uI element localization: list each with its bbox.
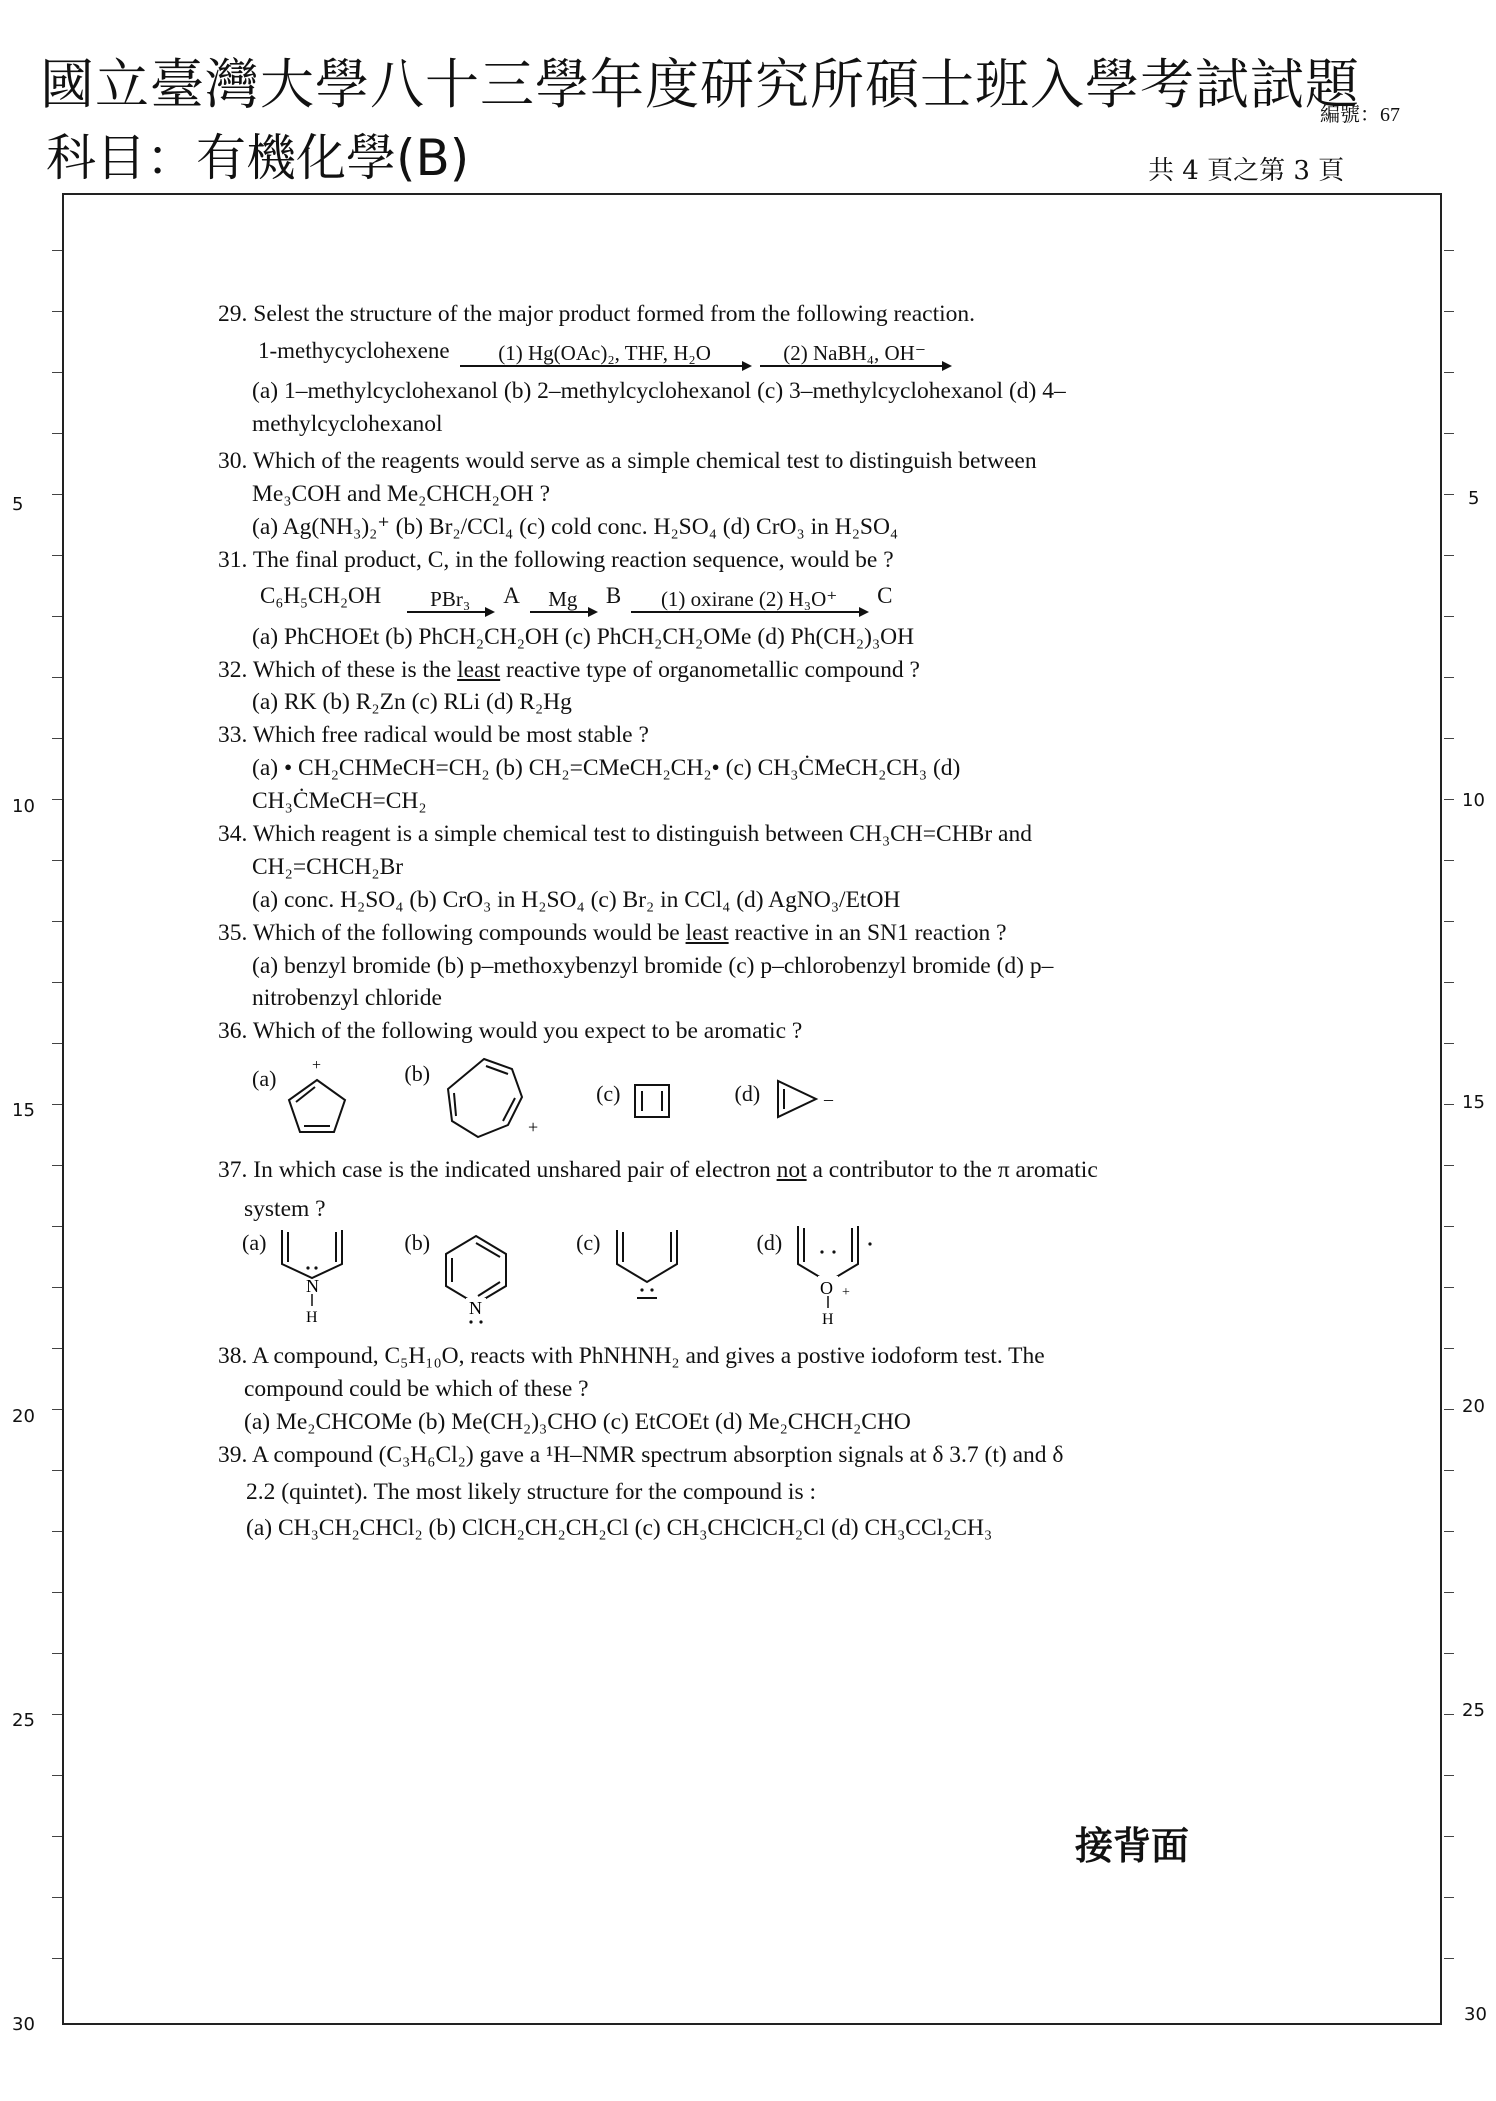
reactant: 1-methycyclohexene bbox=[258, 337, 450, 363]
exam-title: 國立臺灣大學八十三學年度研究所碩士班入學考試試題 bbox=[40, 53, 1360, 116]
margin-tick bbox=[1444, 1470, 1454, 1471]
question-text-cont: Me₃COH and Me₂CHCH₂OH ? bbox=[252, 480, 551, 507]
svg-text:+: + bbox=[528, 1117, 539, 1138]
margin-tick bbox=[52, 1409, 62, 1410]
structure-d bbox=[735, 1073, 847, 1123]
margin-tick bbox=[1444, 1043, 1454, 1044]
margin-tick bbox=[52, 1043, 62, 1044]
line-number-right-15: 15 bbox=[1462, 1092, 1485, 1113]
structure-row bbox=[218, 1222, 1238, 1326]
line-number-right-20: 20 bbox=[1462, 1396, 1485, 1417]
question-30 bbox=[218, 445, 1238, 544]
question-34 bbox=[218, 818, 1238, 917]
question-text: 31. The final product, C, in the following reaction sequence, would be ? bbox=[218, 546, 894, 573]
arrow-label: (1) oxirane (2) H₃O⁺ bbox=[660, 586, 838, 611]
margin-tick bbox=[1444, 311, 1454, 312]
margin-tick bbox=[52, 1958, 62, 1959]
text-part: 37. In which case is the indicated unshared pair of electron bbox=[218, 1157, 777, 1184]
text-part: reactive type of organometallic compound ? bbox=[500, 656, 920, 683]
product-c: C bbox=[877, 583, 893, 609]
margin-tick bbox=[52, 1104, 62, 1105]
margin-tick bbox=[1444, 372, 1454, 373]
option-label: (d) bbox=[734, 1081, 761, 1107]
reaction-arrow bbox=[460, 342, 750, 367]
margin-tick bbox=[52, 1531, 62, 1532]
pyrrole-icon bbox=[272, 1222, 352, 1326]
margin-tick bbox=[52, 616, 62, 617]
margin-tick bbox=[52, 1165, 62, 1166]
arrow-icon bbox=[631, 611, 867, 613]
margin-tick bbox=[1444, 1104, 1454, 1105]
structure-c bbox=[596, 1073, 676, 1123]
question-text: 34. Which reagent is a simple chemical test to distinguish between CH₃CH=CHBr and bbox=[218, 820, 1032, 847]
page-indicator: 共 4 頁之第 3 頁 bbox=[1148, 156, 1345, 186]
margin-tick bbox=[52, 1592, 62, 1593]
margin-tick bbox=[1444, 1592, 1454, 1593]
question-31 bbox=[218, 544, 1238, 654]
svg-text:+: + bbox=[842, 1284, 851, 1300]
pyrylium-like-icon bbox=[788, 1222, 878, 1326]
line-number-left-25: 25 bbox=[12, 1710, 35, 1731]
margin-tick bbox=[52, 921, 62, 922]
margin-tick bbox=[52, 982, 62, 983]
margin-tick bbox=[52, 1470, 62, 1471]
structure-c bbox=[576, 1222, 686, 1326]
margin-tick bbox=[1444, 1958, 1454, 1959]
line-number-left-10: 10 bbox=[12, 796, 35, 817]
svg-text:N: N bbox=[306, 1275, 320, 1296]
question-37 bbox=[218, 1154, 1238, 1326]
reaction-scheme bbox=[218, 335, 1238, 367]
option-label: (b) bbox=[404, 1229, 431, 1255]
text-part: a contributor to the π aromatic bbox=[806, 1157, 1098, 1184]
margin-tick bbox=[52, 1653, 62, 1654]
structure-d bbox=[757, 1222, 879, 1326]
tropylium-cation-icon bbox=[436, 1053, 546, 1143]
arrow-label: Mg bbox=[548, 586, 578, 611]
question-text: 39. A compound (C₃H₆Cl₂) gave a ¹H–NMR spectrum absorption signals at δ 3.7 (t) and δ bbox=[218, 1441, 1064, 1468]
emphasis: least bbox=[685, 919, 729, 946]
margin-tick bbox=[1444, 555, 1454, 556]
margin-tick bbox=[52, 677, 62, 678]
margin-tick bbox=[1444, 1409, 1454, 1410]
margin-tick bbox=[1444, 738, 1454, 739]
cyclopentadienyl-anion-icon bbox=[607, 1222, 687, 1326]
margin-tick bbox=[52, 799, 62, 800]
question-33 bbox=[218, 719, 1238, 818]
text-part: 32. Which of these is the bbox=[218, 656, 458, 683]
margin-tick bbox=[1444, 1714, 1454, 1715]
arrow-label: PBr₃ bbox=[430, 586, 471, 611]
options: (a) Ag(NH₃)₂⁺ (b) Br₂/CCl₄ (c) cold conc. H₂SO₄ (d) CrO₃ in H₂SO₄ bbox=[252, 513, 899, 540]
options: (a) 1–methylcyclohexanol (b) 2–methylcyclohexanol (c) 3–methylcyclohexanol (d) 4– bbox=[252, 378, 1066, 405]
option-label: (d) bbox=[756, 1229, 783, 1255]
emphasis: least bbox=[457, 656, 501, 683]
reaction-arrow bbox=[631, 588, 867, 613]
margin-tick bbox=[52, 1897, 62, 1898]
question-text: 29. Selest the structure of the major product formed from the following reaction. bbox=[218, 301, 976, 327]
svg-text:O: O bbox=[820, 1277, 834, 1298]
margin-tick bbox=[1444, 1287, 1454, 1288]
margin-tick bbox=[52, 494, 62, 495]
arrow-label: (1) Hg(OAc)₂, THF, H₂O bbox=[498, 340, 711, 365]
margin-tick bbox=[1444, 799, 1454, 800]
question-text: 30. Which of the reagents would serve as a simple chemical test to distinguish between bbox=[218, 447, 1037, 474]
cyclopropenyl-anion-icon bbox=[766, 1073, 846, 1123]
option-label: (b) bbox=[404, 1061, 431, 1087]
reaction-arrow bbox=[407, 588, 493, 613]
margin-tick bbox=[52, 372, 62, 373]
text-part: 35. Which of the following compounds would be bbox=[218, 919, 686, 946]
exam-code: 編號：67 bbox=[1320, 104, 1400, 126]
question-text bbox=[218, 654, 1238, 687]
margin-tick bbox=[52, 1714, 62, 1715]
question-text: 36. Which of the following would you expect to be aromatic ? bbox=[218, 1018, 803, 1045]
question-text-cont: 2.2 (quintet). The most likely structure for the compound is : bbox=[246, 1478, 816, 1505]
cyclopentadienyl-cation-icon bbox=[282, 1058, 352, 1138]
line-number-right-10: 10 bbox=[1462, 790, 1485, 811]
options: (a) RK (b) R₂Zn (c) RLi (d) R₂Hg bbox=[252, 689, 572, 716]
margin-tick bbox=[1444, 1348, 1454, 1349]
turn-over-note: 接背面 bbox=[1075, 1823, 1190, 1868]
margin-tick bbox=[1444, 250, 1454, 251]
options-cont: nitrobenzyl chloride bbox=[252, 985, 442, 1012]
margin-tick bbox=[1444, 1165, 1454, 1166]
question-39 bbox=[218, 1439, 1238, 1546]
margin-tick bbox=[1444, 1897, 1454, 1898]
option-label: (c) bbox=[576, 1229, 601, 1255]
arrow-label: (2) NaBH₄, OH⁻ bbox=[783, 340, 926, 365]
question-text-cont: compound could be which of these ? bbox=[244, 1375, 589, 1402]
question-text: 38. A compound, C₅H₁₀O, reacts with PhNHNH₂ and gives a postive iodoform test. The bbox=[218, 1342, 1045, 1369]
margin-tick bbox=[52, 433, 62, 434]
structure-b bbox=[404, 1053, 546, 1143]
intermediate-b: B bbox=[605, 583, 622, 609]
question-text: 33. Which free radical would be most stable ? bbox=[218, 722, 649, 749]
subject-title: 科目：有機化學(B) bbox=[46, 129, 470, 187]
options-cont: CH₃ĊMeCH=CH₂ bbox=[252, 788, 427, 815]
reaction-arrow bbox=[760, 342, 950, 367]
question-32 bbox=[218, 654, 1238, 720]
svg-text:H: H bbox=[822, 1310, 834, 1326]
margin-tick bbox=[52, 1226, 62, 1227]
cyclobutadiene-icon bbox=[627, 1073, 677, 1123]
arrow-icon bbox=[530, 611, 596, 613]
question-36 bbox=[218, 1015, 1238, 1144]
structure-b bbox=[404, 1222, 516, 1326]
emphasis: not bbox=[776, 1157, 807, 1184]
svg-text:–: – bbox=[824, 1089, 834, 1110]
margin-tick bbox=[52, 860, 62, 861]
line-number-right-5: 5 bbox=[1468, 488, 1480, 509]
margin-tick bbox=[1444, 433, 1454, 434]
margin-tick bbox=[1444, 494, 1454, 495]
question-text-cont: system ? bbox=[244, 1196, 326, 1223]
option-label: (a) bbox=[242, 1229, 267, 1255]
svg-text:N: N bbox=[469, 1297, 483, 1318]
options: (a) conc. H₂SO₄ (b) CrO₃ in H₂SO₄ (c) Br₂ in CCl₄ (d) AgNO₃/EtOH bbox=[252, 886, 901, 913]
question-35 bbox=[218, 917, 1238, 1016]
options: (a) • CH₂CHMeCH=CH₂ (b) CH₂=CMeCH₂CH₂• (c) CH₃ĊMeCH₂CH₃ (d) bbox=[252, 755, 961, 782]
margin-tick bbox=[52, 1775, 62, 1776]
intermediate-a: A bbox=[503, 583, 520, 609]
arrow-icon bbox=[460, 365, 750, 367]
margin-tick bbox=[52, 1348, 62, 1349]
line-number-left-20: 20 bbox=[12, 1406, 35, 1427]
line-number-left-30: 30 bbox=[12, 2014, 35, 2035]
option-label: (c) bbox=[596, 1081, 621, 1107]
question-text bbox=[218, 917, 1238, 950]
question-text bbox=[218, 1154, 1238, 1187]
svg-text:H: H bbox=[306, 1308, 318, 1326]
margin-tick bbox=[1444, 616, 1454, 617]
margin-tick bbox=[52, 311, 62, 312]
margin-tick bbox=[1444, 1775, 1454, 1776]
margin-tick bbox=[1444, 1836, 1454, 1837]
arrow-icon bbox=[407, 611, 493, 613]
question-text-cont: CH₂=CHCH₂Br bbox=[252, 853, 404, 880]
line-number-right-25: 25 bbox=[1462, 1700, 1485, 1721]
margin-tick bbox=[1444, 860, 1454, 861]
svg-text:+: + bbox=[312, 1058, 322, 1075]
margin-tick bbox=[1444, 677, 1454, 678]
pyridine-icon bbox=[436, 1222, 516, 1326]
reaction-scheme bbox=[218, 580, 1238, 612]
margin-tick bbox=[1444, 1653, 1454, 1654]
options-cont: methylcyclohexanol bbox=[252, 410, 443, 437]
structure-a bbox=[252, 1058, 352, 1138]
question-list bbox=[218, 298, 1238, 1545]
option-label: (a) bbox=[252, 1066, 277, 1092]
line-number-left-15: 15 bbox=[12, 1100, 35, 1121]
question-38 bbox=[218, 1340, 1238, 1439]
options: (a) PhCHOEt (b) PhCH₂CH₂OH (c) PhCH₂CH₂OMe (d) Ph(CH₂)₃OH bbox=[252, 623, 915, 650]
structure-a bbox=[242, 1222, 352, 1326]
question-29 bbox=[218, 298, 1238, 441]
start-material: C₆H₅CH₂OH bbox=[260, 583, 382, 609]
reaction-arrow bbox=[530, 588, 596, 613]
options: (a) Me₂CHCOMe (b) Me(CH₂)₃CHO (c) EtCOEt (d) Me₂CHCH₂CHO bbox=[244, 1408, 911, 1435]
text-part: reactive in an SN1 reaction ? bbox=[728, 919, 1007, 946]
options: (a) benzyl bromide (b) p–methoxybenzyl bromide (c) p–chlorobenzyl bromide (d) p– bbox=[252, 952, 1054, 979]
line-number-left-5: 5 bbox=[12, 494, 24, 515]
margin-tick bbox=[52, 738, 62, 739]
arrow-icon bbox=[760, 365, 950, 367]
margin-tick bbox=[1444, 982, 1454, 983]
margin-tick bbox=[1444, 1531, 1454, 1532]
margin-tick bbox=[52, 1836, 62, 1837]
structure-row bbox=[218, 1052, 1238, 1144]
margin-tick bbox=[52, 250, 62, 251]
margin-tick bbox=[52, 555, 62, 556]
options: (a) CH₃CH₂CHCl₂ (b) ClCH₂CH₂CH₂Cl (c) CH₃CHClCH₂Cl (d) CH₃CCl₂CH₃ bbox=[246, 1515, 993, 1542]
margin-tick bbox=[1444, 1226, 1454, 1227]
margin-tick bbox=[1444, 921, 1454, 922]
line-number-right-30: 30 bbox=[1464, 2004, 1487, 2025]
margin-tick bbox=[52, 1287, 62, 1288]
